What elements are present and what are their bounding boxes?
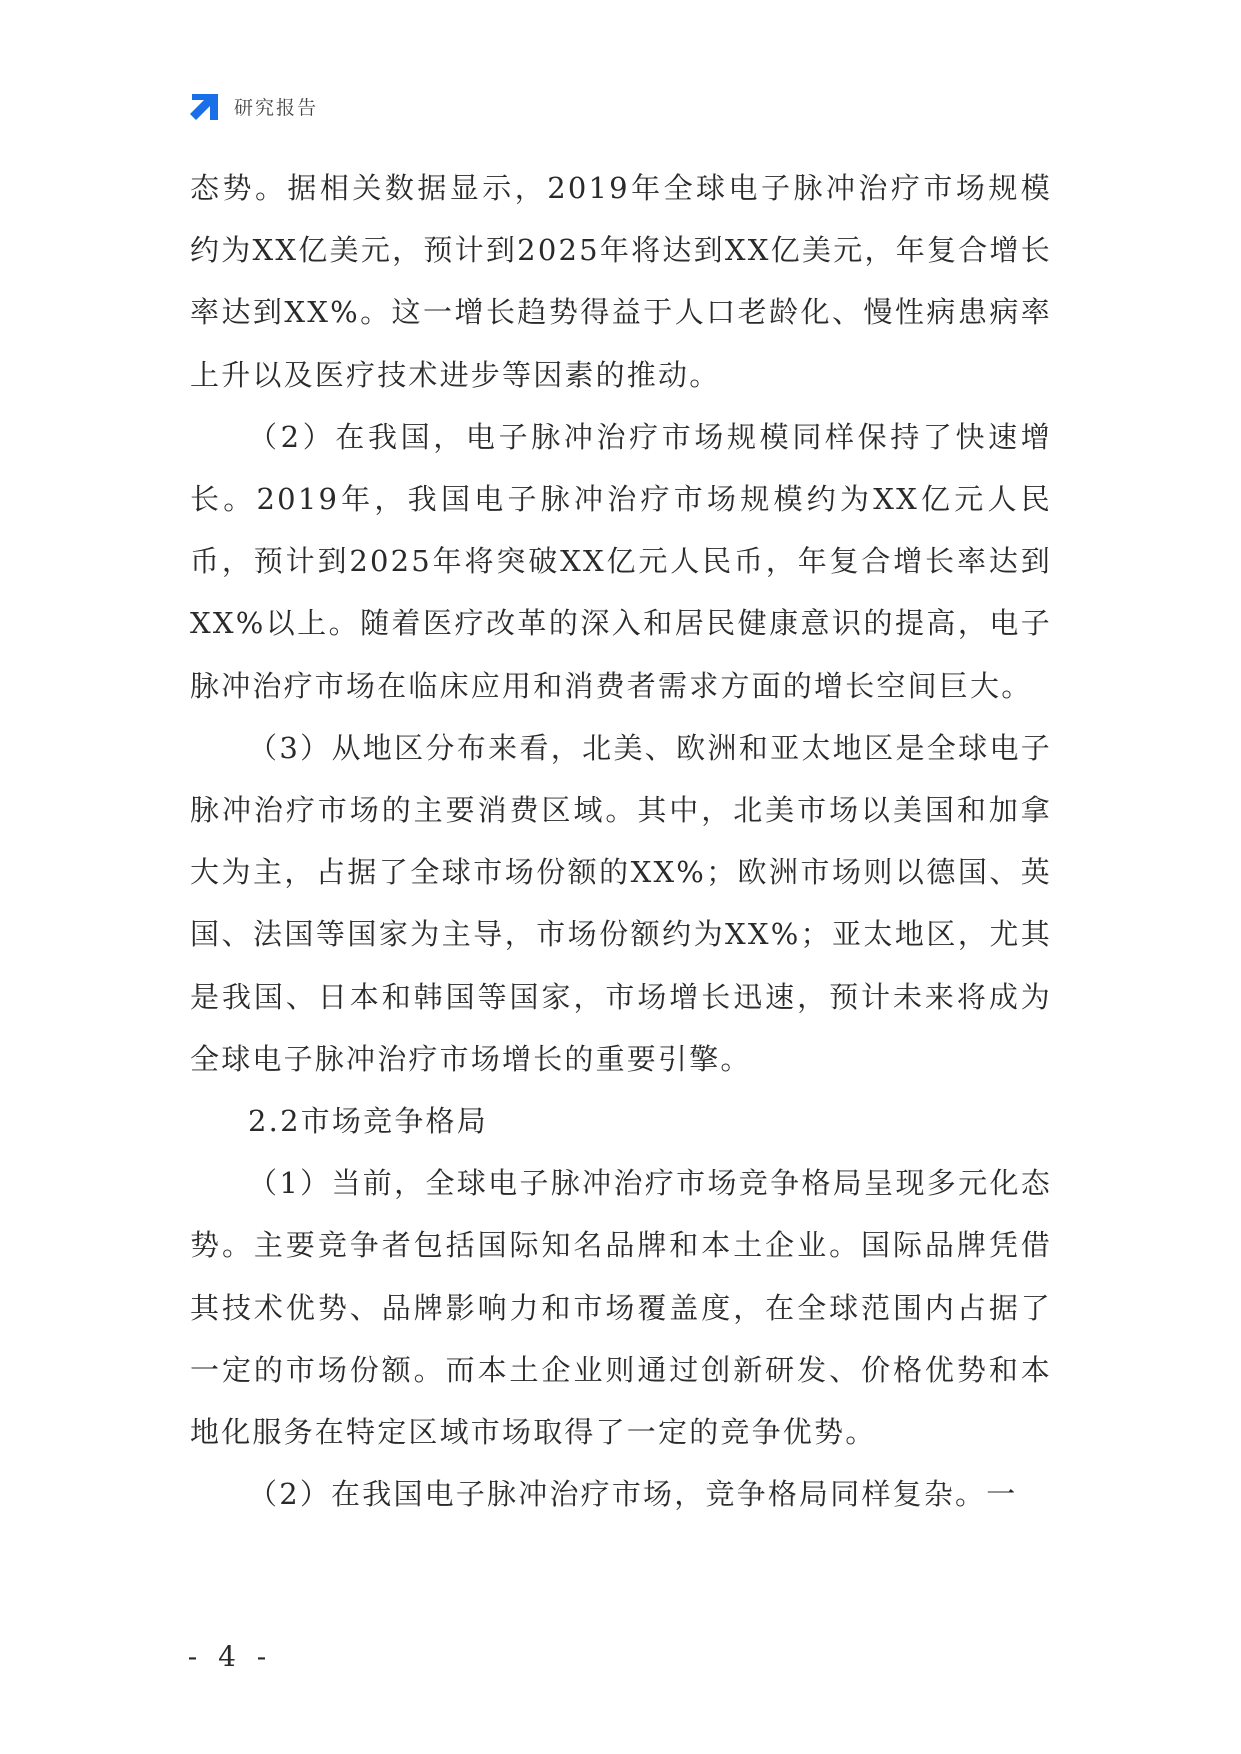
section-heading: 2.2市场竞争格局 [248, 1104, 488, 1139]
paragraph-item-2: （2）在我国，电子脉冲治疗市场规模同样保持了快速增长。2019年，我国电子脉冲治疗市场规模约为XX亿元人民币，预计到2025年将突破XX亿元人民币，年复合增长率达到XX%以上。随着医疗改革的深入和居民健康意识的提高，电子脉冲治疗市场在临床应用和消费者需求方面的增长空间巨大。 [190, 419, 1052, 703]
page-header [190, 88, 318, 124]
page-number: - 4 - [187, 1640, 273, 1673]
arrow-up-right-icon [190, 90, 222, 122]
paragraph-item-2-partial: （2）在我国电子脉冲治疗市场，竞争格局同样复杂。一 [248, 1477, 1018, 1512]
paragraph-item-1: （1）当前，全球电子脉冲治疗市场竞争格局呈现多元化态势。主要竞争者包括国际知名品牌和本土企业。国际品牌凭借其技术优势、品牌影响力和市场覆盖度，在全球范围内占据了一定的市场份额。而本土企业则通过创新研发、价格优势和本地化服务在特定区域市场取得了一定的竞争优势。 [190, 1166, 1052, 1450]
header-title: 研究报告 [234, 96, 319, 119]
document-body [190, 157, 1052, 1525]
paragraph-item-3: （3）从地区分布来看，北美、欧洲和亚太地区是全球电子脉冲治疗市场的主要消费区域。其中，北美市场以美国和加拿大为主，占据了全球市场份额的XX%；欧洲市场则以德国、英国、法国等国家为主导，市场份额约为XX%；亚太地区，尤其是我国、日本和韩国等国家，市场增长迅速，预计未来将成为全球电子脉冲治疗市场增长的重要引擎。 [190, 730, 1052, 1076]
paragraph-continuation: 态势。据相关数据显示，2019年全球电子脉冲治疗市场规模约为XX亿美元，预计到2025年将达到XX亿美元，年复合增长率达到XX%。这一增长趋势得益于人口老龄化、慢性病患病率上升以及医疗技术进步等因素的推动。 [190, 171, 1052, 392]
